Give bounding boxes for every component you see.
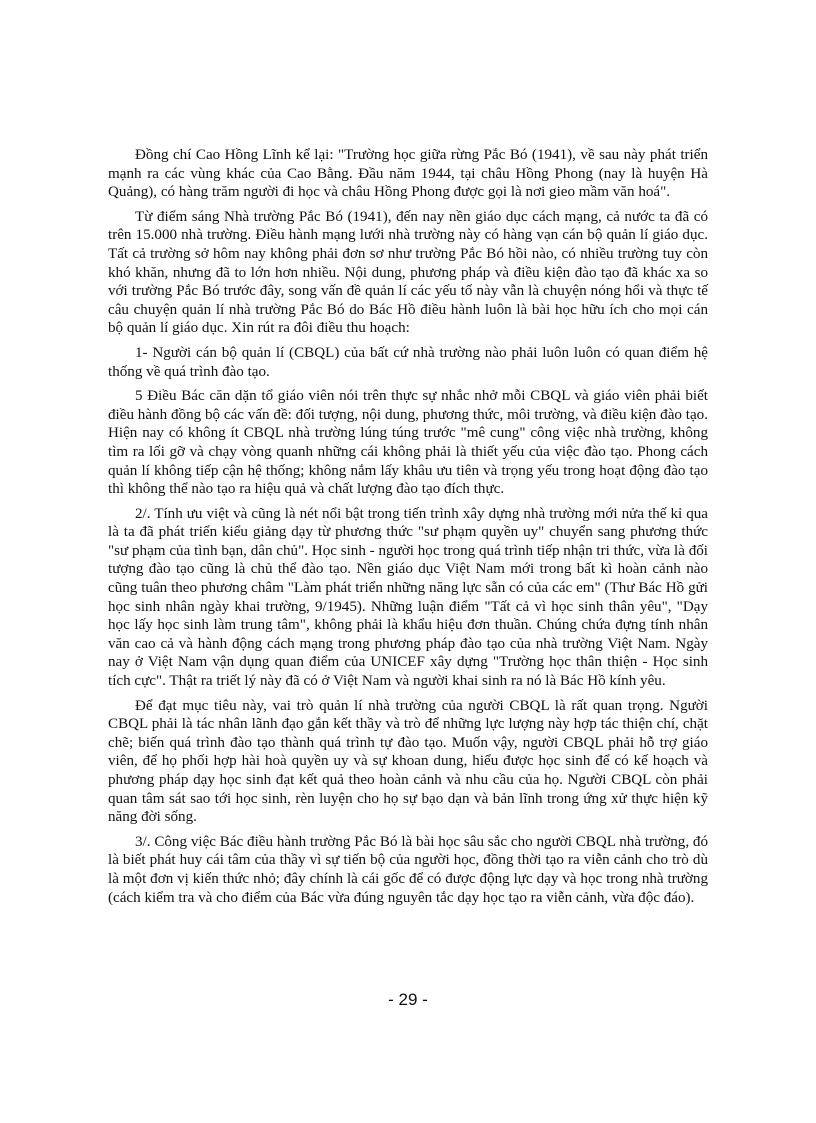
body-text [108, 146, 708, 913]
paragraph-point-3-lesson: 3/. Công việc Bác điều hành trường Pắc Bó là bài học sâu sắc cho người CBQL nhà trường, đó là biết phát huy cái tâm của thầy vì sự tiến bộ của người học, đồng thời tạo ra viễn cảnh cho trò dù là một đơn vị kiến thức nhỏ; đây chính là cái gốc để có được động lực dạy và học trong nhà trường (cách kiểm tra và cho điểm của Bác vừa đúng nguyên tắc dạy học tạo ra viễn cảnh, vừa độc đáo). [108, 833, 708, 906]
paragraph-cao-hong-linh-quote: Đồng chí Cao Hồng Lĩnh kể lại: "Trường học giữa rừng Pắc Bó (1941), về sau này phát triển mạnh ra các vùng khác của Cao Bằng. Đầu năm 1944, tại châu Hồng Phong (nay là huyện Hà Quảng), có hàng trăm người đi học và châu Hồng Phong được gọi là nơi gieo mầm văn hoá". [108, 147, 708, 201]
paragraph-five-instructions: 5 Điều Bác căn dặn tổ giáo viên nói trên thực sự nhắc nhở mỗi CBQL và giáo viên phải biết điều hành đồng bộ các vấn đề: đối tượng, nội dung, phương thức, môi trường, và điều kiện đào tạo. Hiện nay có không ít CBQL nhà trường lúng túng trước "mê cung" công việc nhà trường, không tìm ra lối gỡ và chạy vòng quanh những cái không phải là thiết yếu của việc đào tạo. Phong cách quản lí không tiếp cận hệ thống; không nắm lấy khâu ưu tiên và trọng yếu trong hoạt động đào tạo thì không thể nào tạo ra hiệu quả và chất lượng đào tạo đích thực. [108, 388, 708, 498]
paragraph-point-2-pedagogy: 2/. Tính ưu việt và cũng là nét nổi bật trong tiến trình xây dựng nhà trường mới nửa thế kỉ qua là ta đã phát triển kiểu giảng dạy từ phương thức "sư phạm quyền uy" chuyển sang phương thức "sư phạm của tình bạn, dân chủ". Học sinh - người học trong quá trình tiếp nhận tri thức, vừa là đối tượng đào tạo cũng là chủ thể đào tạo. Nền giáo dục Việt Nam mới trong bất kì hoàn cảnh nào cũng tuân theo phương châm "Làm phát triển những năng lực sẵn có của các em" (Thư Bác Hồ gửi học sinh nhân ngày khai trường, 9/1945). Những luận điểm "Tất cả vì học sinh thân yêu", "Dạy học lấy học sinh làm trung tâm", không phải là khẩu hiệu đơn thuần. Chúng chứa đựng tính nhân văn cao cả và hành động cách mạng trong phương pháp đào tạo của nhà trường Việt Nam. Ngày nay ở Việt Nam vận dụng quan điểm của UNICEF xây dựng "Trường học thân thiện - Học sinh tích cực". Thật ra triết lý này đã có ở Việt Nam và người khai sinh ra nó là Bác Hồ kính yêu. [108, 505, 708, 690]
paragraph-pac-bo-school-development: Từ điểm sáng Nhà trường Pắc Bó (1941), đến nay nền giáo dục cách mạng, cả nước ta đã có trên 15.000 nhà trường. Điều hành mạng lưới nhà trường này có hàng vạn cán bộ quản lí giáo dục. Tất cả trường sở hôm nay không phải đơn sơ như trường Pắc Bó hồi nào, có nhiều trường tuy còn khó khăn, nhưng đã to lớn hơn nhiều. Nội dung, phương pháp và điều kiện đào tạo đã khác xa so với trường Pắc Bó trước đây, song vấn đề quản lí các yếu tố này vẫn là chuyện nóng hổi và thực tế câu chuyện quản lí nhà trường Pắc Bó do Bác Hồ điều hành luôn là bài học hữu ích cho mọi cán bộ quản lí giáo dục. Xin rút ra đôi điều thu hoạch: [108, 208, 708, 337]
paragraph-point-1-system-view: 1- Người cán bộ quản lí (CBQL) của bất cứ nhà trường nào phải luôn luôn có quan điểm hệ thống về quá trình đào tạo. [108, 344, 708, 380]
page-number: - 29 - [388, 990, 428, 1009]
paragraph-manager-role: Để đạt mục tiêu này, vai trò quản lí nhà trường của người CBQL là rất quan trọng. Người CBQL phải là tác nhân lãnh đạo gắn kết thầy và trò để những lực lượng này hợp tác thiện chí, chặt chẽ; biến quá trình đào tạo thành quá trình tự đào tạo. Muốn vậy, người CBQL phải hỗ trợ giáo viên, để họ phối hợp hài hoà quyền uy và sự khoan dung, hiểu được học sinh để có kế hoạch và phương pháp dạy học sinh đạt kết quả theo hoàn cảnh và nhu cầu của họ. Người CBQL còn phải quan tâm sát sao tới học sinh, rèn luyện cho họ sự bạo dạn và bản lĩnh trong ứng xử thực hiện kỹ năng đời sống. [108, 697, 708, 826]
